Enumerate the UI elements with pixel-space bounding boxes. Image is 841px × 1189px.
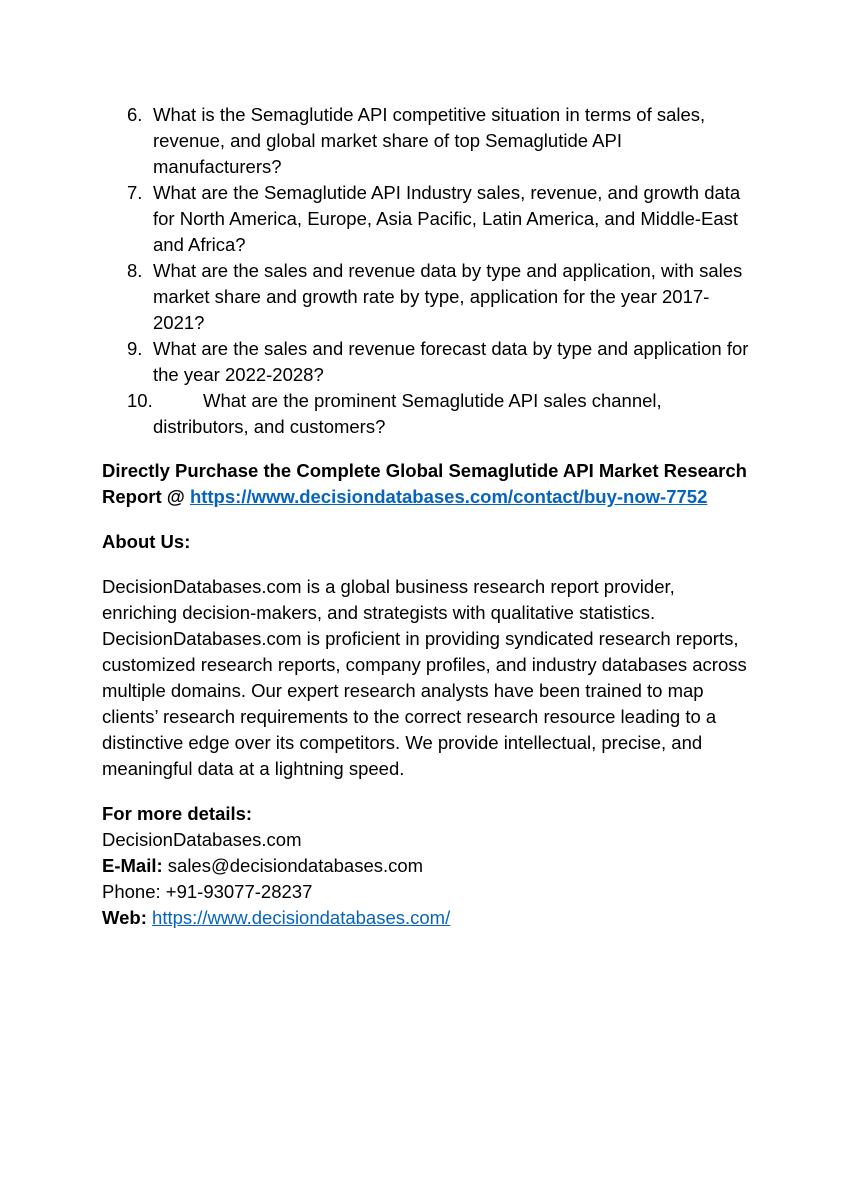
list-item-text: What is the Semaglutide API competitive situation in terms of sales, revenue, and global market share of top Semaglutide API manufacturers? <box>153 104 706 177</box>
purchase-label: Directly Purchase the Complete Global Semaglutide API Market Research Report @ <box>102 460 747 507</box>
list-item-number: 6. <box>127 104 143 125</box>
list-item-number: 7. <box>127 182 143 203</box>
list-item-number: 10. <box>127 390 153 411</box>
list-item <box>102 102 752 180</box>
about-body: DecisionDatabases.com is a global business research report provider, enriching decision-makers, and strategists with qualitative statistics. DecisionDatabases.com is proficient in providing syndicated research reports, customized research reports, company profiles, and industry databases across multiple domains. Our expert research analysts have been trained to map clients’ research requirements to the correct research resource leading to a distinctive edge over its competitors. We provide intellectual, precise, and meaningful data at a lightning speed. <box>102 576 747 779</box>
contact-email-line <box>102 853 752 879</box>
list-item-text: What are the Semaglutide API Industry sales, revenue, and growth data for North America, Europe, Asia Pacific, Latin America, and Middle-East and Africa? <box>153 182 741 255</box>
list-item-text: What are the sales and revenue data by type and application, with sales market share and growth rate by type, application for the year 2017-2021? <box>153 260 743 333</box>
page-content <box>102 102 752 931</box>
web-label: Web: <box>102 907 147 928</box>
list-item <box>102 258 752 336</box>
list-item-number: 8. <box>127 260 143 281</box>
web-link[interactable]: https://www.decisiondatabases.com/ <box>152 907 451 928</box>
contact-phone: Phone: +91-93077-28237 <box>102 881 313 902</box>
email-label: E-Mail: <box>102 855 163 876</box>
contact-web-line <box>102 905 752 931</box>
list-item-text: What are the prominent Semaglutide API sales channel, distributors, and customers? <box>153 390 662 437</box>
list-item <box>102 336 752 388</box>
list-item <box>102 180 752 258</box>
contact-company: DecisionDatabases.com <box>102 829 302 850</box>
purchase-link[interactable]: https://www.decisiondatabases.com/contact/buy-now-7752 <box>189 486 708 507</box>
question-list <box>102 102 752 440</box>
list-item-number: 9. <box>127 338 143 359</box>
email-value: sales@decisiondatabases.com <box>162 855 424 876</box>
list-item <box>102 388 752 440</box>
purchase-paragraph <box>102 458 752 510</box>
about-heading: About Us: <box>102 531 191 552</box>
contact-heading: For more details: <box>102 803 253 824</box>
list-item-text: What are the sales and revenue forecast data by type and application for the year 2022-2028? <box>153 338 749 385</box>
